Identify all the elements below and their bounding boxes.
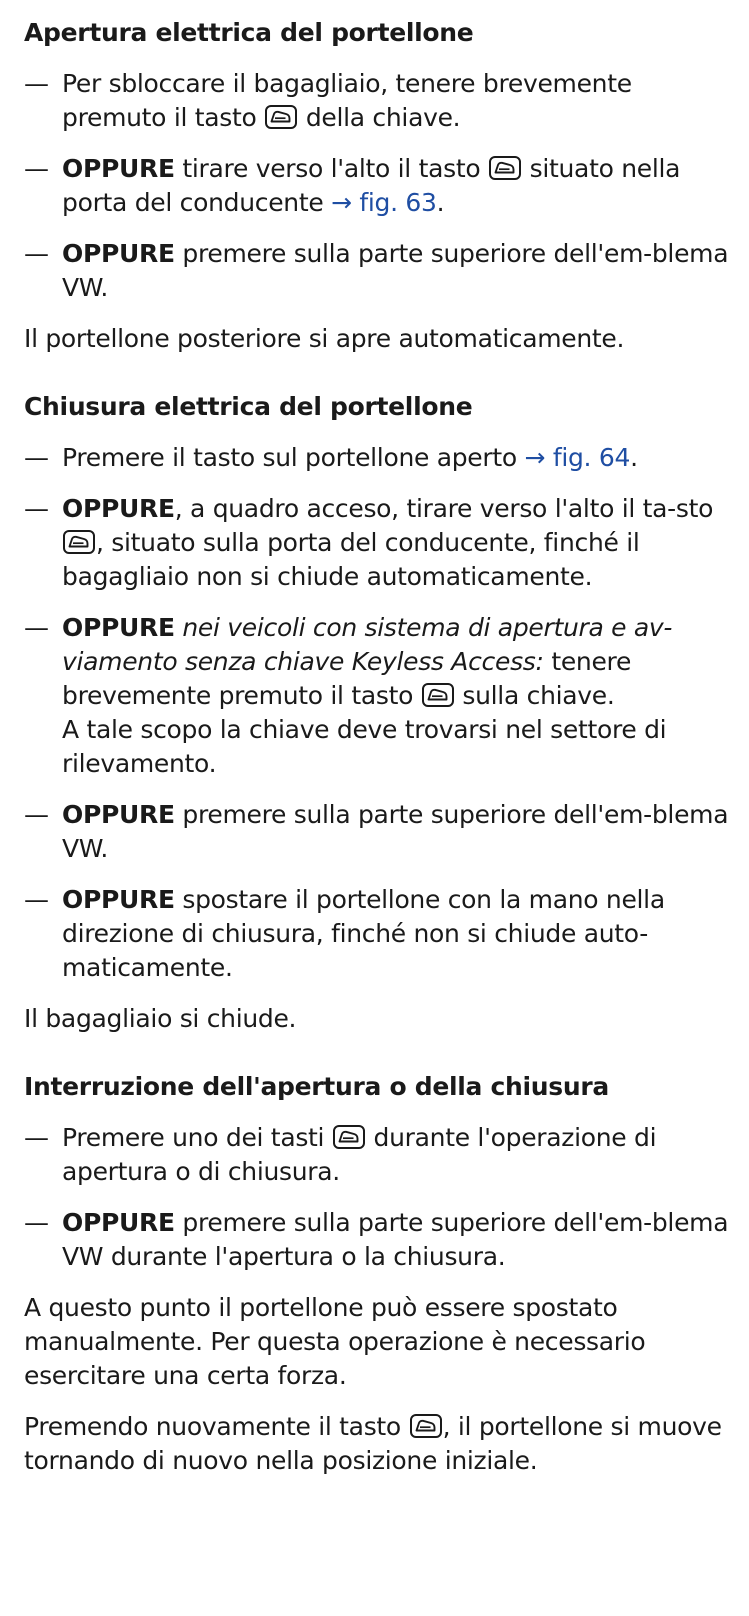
step-list-interruzione: [24, 1121, 739, 1274]
keyword-oppure: OPPURE: [62, 1208, 175, 1237]
final-paragraph: Premendo nuovamente il tasto , il portellone si muove tornando di nuovo nella posizione iniziale.: [24, 1412, 722, 1475]
section-heading-interruzione: Interruzione dell'apertura o della chiusura: [24, 1072, 609, 1101]
keyword-oppure: OPPURE: [62, 494, 175, 523]
dash-bullet: —: [24, 1208, 49, 1237]
arrow-right-icon: →: [524, 443, 546, 472]
dash-bullet: —: [24, 494, 49, 523]
tailgate-key-icon: [63, 530, 95, 554]
dash-bullet: —: [24, 239, 49, 268]
dash-bullet: —: [24, 69, 49, 98]
list-item: — OPPURE premere sulla parte superiore dell'em-blema VW.: [24, 800, 729, 863]
figure-reference-link[interactable]: → fig. 64: [524, 443, 631, 472]
list-item: — OPPURE premere sulla parte superiore dell'em-blema VW.: [24, 239, 729, 302]
list-item: — OPPURE spostare il portellone con la mano nella direzione di chiusura, finché non si chiude auto-maticamente.: [24, 885, 665, 982]
list-item: — Premere il tasto sul portellone aperto → fig. 64.: [24, 441, 739, 475]
dash-bullet: —: [24, 800, 49, 829]
keyword-oppure: OPPURE: [62, 885, 175, 914]
dash-bullet: —: [24, 154, 49, 183]
dash-bullet: —: [24, 613, 49, 642]
figure-reference-link[interactable]: → fig. 63: [331, 188, 437, 217]
arrow-right-icon: →: [331, 188, 352, 217]
keyword-oppure: OPPURE: [62, 154, 175, 183]
tailgate-key-icon: [410, 1414, 442, 1438]
list-item: — OPPURE nei veicoli con sistema di apertura e av-viamento senza chiave Keyless Access: tenere brevemente premuto il tasto sulla chiave. A tale scopo la chiave deve trovarsi nel settore di rilevamento.: [24, 613, 673, 778]
list-item: — Premere uno dei tasti durante l'operazione di apertura o di chiusura.: [24, 1123, 657, 1186]
tailgate-key-icon: [422, 683, 454, 707]
list-item: — OPPURE, a quadro acceso, tirare verso l'alto il ta-sto , situato sulla porta del conducente, finché il bagagliaio non si chiude automaticamente.: [24, 494, 714, 591]
tailgate-key-icon: [489, 156, 521, 180]
step-list-chiusura: [24, 441, 739, 985]
list-item: — Per sbloccare il bagagliaio, tenere brevemente premuto il tasto della chiave.: [24, 69, 632, 132]
result-text: A questo punto il portellone può essere spostato manualmente. Per questa operazione è necessario esercitare una certa forza.: [24, 1293, 646, 1390]
list-item: — OPPURE premere sulla parte superiore dell'em-blema VW durante l'apertura o la chiusura.: [24, 1208, 729, 1271]
step-list-apertura: [24, 67, 739, 305]
tailgate-key-icon: [265, 105, 297, 129]
keyword-oppure: OPPURE: [62, 613, 175, 642]
section-heading-apertura: Apertura elettrica del portellone: [24, 18, 474, 47]
keyword-oppure: OPPURE: [62, 800, 175, 829]
dash-bullet: —: [24, 1123, 49, 1152]
keyless-access-note: nei veicoli con sistema di apertura e av-viamento senza chiave Keyless Access:: [62, 613, 673, 676]
dash-bullet: —: [24, 443, 49, 472]
result-text: Il bagagliaio si chiude.: [24, 1004, 297, 1033]
keyword-oppure: OPPURE: [62, 239, 175, 268]
tailgate-key-icon: [333, 1125, 365, 1149]
section-heading-chiusura: Chiusura elettrica del portellone: [24, 392, 473, 421]
dash-bullet: —: [24, 885, 49, 914]
list-item: — OPPURE tirare verso l'alto il tasto situato nella porta del conducente → fig. 63.: [24, 154, 681, 217]
result-text: Il portellone posteriore si apre automaticamente.: [24, 324, 625, 353]
